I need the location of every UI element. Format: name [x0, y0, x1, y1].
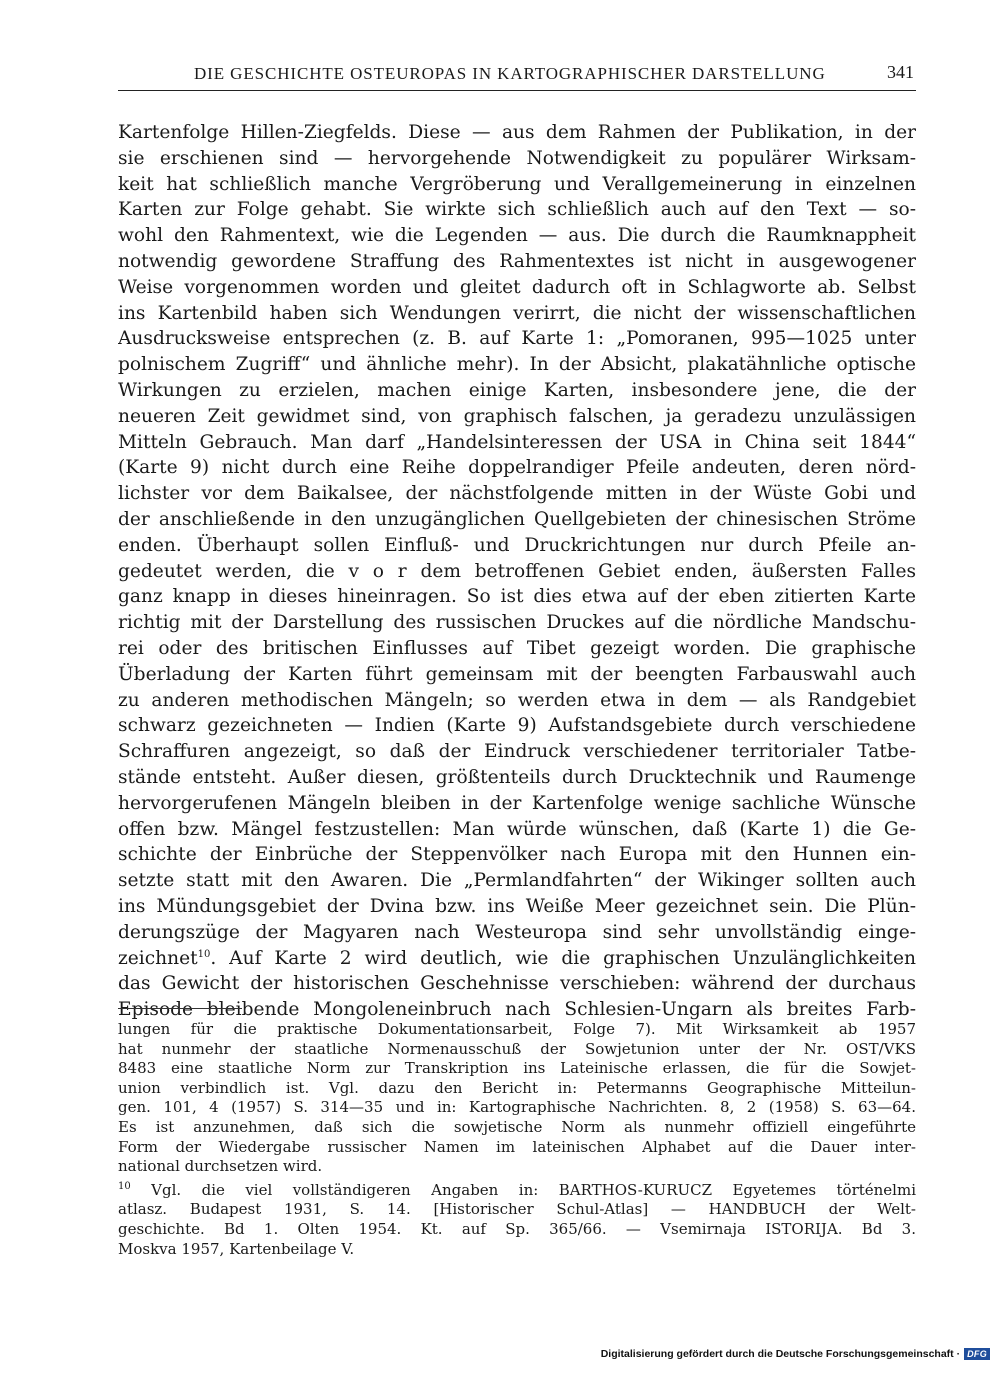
body-line: Kartenfolge Hillen-Ziegfelds. Diese — aus dem Rahmen der Publikation, in der — [118, 122, 916, 143]
body-line: Wirkungen zu erzielen, machen einige Karten, insbesondere jene, die der — [118, 379, 916, 401]
digitization-note: Digitalisierung gefördert durch die Deutsche Forschungsgemeinschaft · — [600, 1348, 961, 1360]
digitization-footer — [601, 1348, 990, 1360]
body-line: hervorgerufenen Mängeln bleiben in der Kartenfolge wenige sachliche Wünsche — [118, 792, 916, 814]
footnote-line: national durchsetzen wird. — [118, 1157, 323, 1176]
footnotes — [118, 1020, 916, 1259]
body-line: gedeutet werden, die v o r dem betroffenen Gebiet enden, äußersten Falles — [118, 560, 916, 582]
body-line: richtig mit der Darstellung des russischen Druckes auf die nördliche Mandschu- — [118, 612, 916, 634]
body-line: Überladung der Karten führt gemeinsam mit der beengten Farbauswahl auch — [118, 663, 916, 685]
footnote-line: gen. 101, 4 (1957) S. 314—35 und in: Kartographische Nachrichten. 8, 2 (1958) S. 63—64. — [118, 1098, 916, 1117]
body-line: derungszüge der Magyaren nach Westeuropa sind sehr unvollständig einge- — [118, 921, 916, 943]
footnote-line: atlasz. Budapest 1931, S. 14. [Historischer Schul-Atlas] — HANDBUCH der Welt- — [118, 1200, 916, 1219]
running-title: DIE GESCHICHTE OSTEUROPAS IN KARTOGRAPHISCHER DARSTELLUNG — [194, 64, 826, 83]
body-line: rei oder des britischen Einflusses auf Tibet gezeigt worden. Die graphische — [118, 637, 916, 659]
footnote-text: Vgl. die viel vollständigeren Angaben in: BARTHOS-KURUCZ Egyetemes történelmi — [130, 1180, 916, 1199]
footnote-line: Es ist anzunehmen, daß sich die sowjetische Norm als nunmehr offiziell eingeführte — [118, 1117, 916, 1136]
body-line-part: zeichnet — [118, 947, 198, 969]
footnote-line: Moskva 1957, Kartenbeilage V. — [118, 1239, 355, 1258]
body-line: das Gewicht der historischen Geschehnisse verschieben: während der durchaus — [118, 973, 916, 995]
footnote-line: hat nunmehr der staatliche Normenausschuß der Sowjetunion unter der Nr. OST/VKS — [118, 1039, 916, 1058]
body-line: ins Mündungsgebiet der Dvina bzw. ins Weiße Meer gezeichnet sein. Die Plün- — [118, 895, 916, 917]
footnote-line: Form der Wiedergabe russischer Namen im lateinischen Alphabet auf die Dauer inter- — [118, 1137, 916, 1156]
body-line: Schraffuren angezeigt, so daß der Eindruck verschiedener territorialer Tatbe- — [118, 741, 916, 763]
body-line: der anschließende in den unzugänglichen Quellgebieten der chinesischen Ströme — [118, 508, 916, 530]
footnote-10-first-line — [118, 1181, 916, 1201]
body-line: ganz knapp in dieses hineinragen. So ist dies etwa auf der eben zitierten Karte — [118, 586, 916, 608]
footnote-line: lungen für die praktische Dokumentationsarbeit, Folge 7). Mit Wirksamkeit ab 1957 — [118, 1020, 916, 1038]
body-line: stände entsteht. Außer diesen, größtenteils durch Drucktechnik und Raumenge — [118, 766, 916, 788]
footnote-line: 8483 eine staatliche Norm zur Transkription ins Lateinische erlassen, die für die Sowjet- — [118, 1059, 916, 1078]
body-line: ins Kartenbild haben sich Wendungen verirrt, die nicht der wissenschaftlichen — [118, 302, 916, 324]
body-line-with-footnote-ref — [118, 946, 916, 972]
body-line: lichster vor dem Baikalsee, der nächstfolgende mitten in der Wüste Gobi und — [118, 483, 916, 505]
body-line: notwendig gewordene Straffung des Rahmentextes ist nicht in ausgewogener — [118, 250, 916, 272]
body-line: setzte statt mit den Awaren. Die „Permlandfahrten“ der Wikinger sollten auch — [118, 870, 916, 892]
body-line: Episode bleibende Mongoleneinbruch nach Schlesien-Ungarn als breites Farb- — [118, 999, 916, 1021]
body-line: Karten zur Folge gehabt. Sie wirkte sich schließlich auch auf den Text — so- — [118, 199, 916, 221]
footnote-separator — [118, 1008, 242, 1009]
footnote-line: union verbindlich ist. Vgl. dazu den Bericht in: Petermanns Geographische Mitteilun- — [118, 1078, 916, 1097]
body-line: keit hat schließlich manche Vergröberung und Verallgemeinerung in einzelnen — [118, 173, 916, 195]
body-line: schwarz gezeichneten — Indien (Karte 9) Aufstandsgebiete durch verschiedene — [118, 715, 916, 737]
body-line: neueren Zeit gewidmet sind, von graphisch falschen, ja geradezu unzulässigen — [118, 405, 916, 427]
footnote-reference[interactable]: 10 — [197, 948, 211, 960]
body-line: zu anderen methodischen Mängeln; so werden etwa in dem — als Randgebiet — [118, 689, 916, 711]
body-line-part: . Auf Karte 2 wird deutlich, wie die graphischen Unzulänglichkeiten — [210, 947, 916, 969]
body-line: Ausdrucksweise entsprechen (z. B. auf Karte 1: „Pomoranen, 995—1025 unter — [118, 328, 916, 350]
body-line: polnischem Zugriff“ und ähnliche mehr). In der Absicht, plakatähnliche optische — [118, 354, 916, 376]
body-line: Mitteln Gebrauch. Man darf „Handelsinteressen der USA in China seit 1844“ — [118, 431, 916, 453]
running-head — [118, 62, 916, 91]
body-line: schichte der Einbrüche der Steppenvölker nach Europa mit den Hunnen ein- — [118, 844, 916, 866]
dfg-logo-icon: DFG — [964, 1348, 990, 1360]
body-line: (Karte 9) nicht durch eine Reihe doppelrandiger Pfeile andeuten, deren nörd- — [118, 457, 916, 479]
footnote-line: geschichte. Bd 1. Olten 1954. Kt. auf Sp. 365/66. — Vsemirnaja ISTORIJA. Bd 3. — [118, 1219, 916, 1238]
body-line: enden. Überhaupt sollen Einfluß- und Druckrichtungen nur durch Pfeile an- — [118, 534, 916, 556]
body-line: wohl den Rahmentext, wie die Legenden — aus. Die durch die Raumknappheit — [118, 225, 916, 247]
body-line: Weise vorgenommen worden und gleitet dadurch oft in Schlagworte ab. Selbst — [118, 276, 916, 298]
body-text — [118, 120, 916, 1023]
page-number: 341 — [887, 62, 914, 82]
body-line: offen bzw. Mängel festzustellen: Man würde wünschen, daß (Karte 1) die Ge- — [118, 818, 916, 840]
body-line: sie erschienen sind — hervorgehende Notwendigkeit zu populärer Wirksam- — [118, 147, 916, 169]
footnote-number: 10 — [118, 1180, 131, 1192]
